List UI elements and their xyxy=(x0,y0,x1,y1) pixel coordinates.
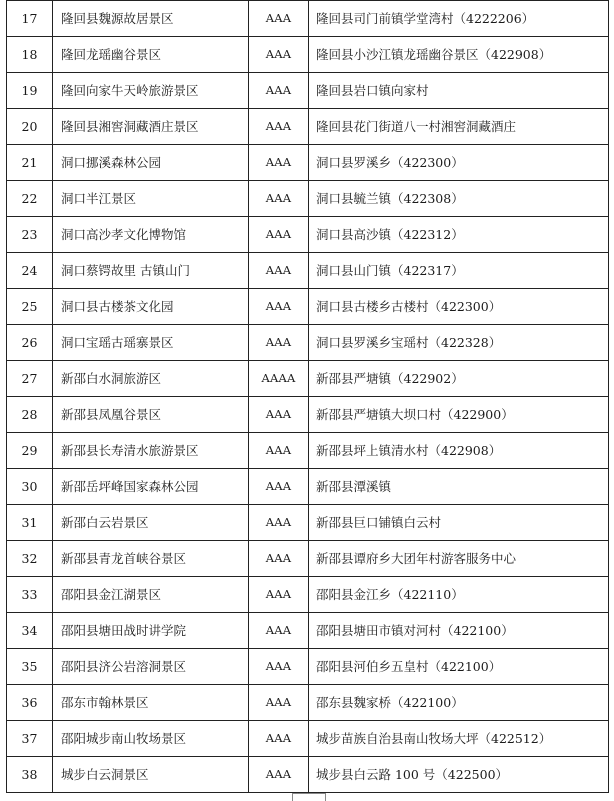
table-row xyxy=(7,1,609,37)
scenic-name-cell: 邵阳县金江湖景区 xyxy=(53,577,249,613)
row-number-cell: 17 xyxy=(7,1,53,37)
table-row xyxy=(7,757,609,793)
scenic-name-cell: 邵阳县塘田战时讲学院 xyxy=(53,613,249,649)
table-row xyxy=(7,109,609,145)
scenic-name-cell: 新邵县凤凰谷景区 xyxy=(53,397,249,433)
row-number-cell: 36 xyxy=(7,685,53,721)
table-row xyxy=(7,433,609,469)
address-cell: 新邵县谭府乡大团年村游客服务中心 xyxy=(309,541,609,577)
table-body xyxy=(7,1,609,793)
scenic-name-cell: 洞口高沙孝文化博物馆 xyxy=(53,217,249,253)
scenic-name-cell: 洞口挪溪森林公园 xyxy=(53,145,249,181)
rating-level-cell: AAA xyxy=(249,505,309,541)
address-cell: 城步苗族自治县南山牧场大坪（422512） xyxy=(309,721,609,757)
address-cell: 隆回县司门前镇学堂湾村（4222206） xyxy=(309,1,609,37)
table-row xyxy=(7,613,609,649)
address-cell: 邵东县魏家桥（422100） xyxy=(309,685,609,721)
scenic-spot-table xyxy=(6,0,609,793)
rating-level-cell: AAA xyxy=(249,613,309,649)
table-row xyxy=(7,397,609,433)
rating-level-cell: AAA xyxy=(249,217,309,253)
rating-level-cell: AAA xyxy=(249,73,309,109)
row-number-cell: 38 xyxy=(7,757,53,793)
address-cell: 洞口县罗溪乡宝瑶村（422328） xyxy=(309,325,609,361)
scenic-name-cell: 邵阳城步南山牧场景区 xyxy=(53,721,249,757)
address-cell: 新邵县严塘镇大坝口村（422900） xyxy=(309,397,609,433)
table-row xyxy=(7,253,609,289)
address-cell: 隆回县岩口镇向家村 xyxy=(309,73,609,109)
scenic-name-cell: 隆回龙瑶幽谷景区 xyxy=(53,37,249,73)
row-number-cell: 30 xyxy=(7,469,53,505)
scenic-name-cell: 邵阳县济公岩溶洞景区 xyxy=(53,649,249,685)
address-cell: 洞口县高沙镇（422312） xyxy=(309,217,609,253)
table-row xyxy=(7,325,609,361)
row-number-cell: 29 xyxy=(7,433,53,469)
row-number-cell: 22 xyxy=(7,181,53,217)
scenic-name-cell: 新邵岳坪峰国家森林公园 xyxy=(53,469,249,505)
scenic-name-cell: 洞口宝瑶古瑶寨景区 xyxy=(53,325,249,361)
scenic-name-cell: 城步白云洞景区 xyxy=(53,757,249,793)
table-row xyxy=(7,145,609,181)
scenic-name-cell: 新邵白水洞旅游区 xyxy=(53,361,249,397)
address-cell: 新邵县潭溪镇 xyxy=(309,469,609,505)
row-number-cell: 37 xyxy=(7,721,53,757)
table-row xyxy=(7,217,609,253)
address-cell: 邵阳县河伯乡五皇村（422100） xyxy=(309,649,609,685)
address-cell: 新邵县严塘镇（422902） xyxy=(309,361,609,397)
table-row xyxy=(7,361,609,397)
address-cell: 洞口县毓兰镇（422308） xyxy=(309,181,609,217)
row-number-cell: 20 xyxy=(7,109,53,145)
row-number-cell: 32 xyxy=(7,541,53,577)
rating-level-cell: AAA xyxy=(249,433,309,469)
address-cell: 隆回县花门街道八一村湘窖洞藏酒庄 xyxy=(309,109,609,145)
rating-level-cell: AAA xyxy=(249,325,309,361)
row-number-cell: 24 xyxy=(7,253,53,289)
scenic-name-cell: 洞口半江景区 xyxy=(53,181,249,217)
table-row xyxy=(7,469,609,505)
rating-level-cell: AAAA xyxy=(249,361,309,397)
table-row xyxy=(7,577,609,613)
address-cell: 邵阳县金江乡（422110） xyxy=(309,577,609,613)
scenic-name-cell: 隆回县魏源故居景区 xyxy=(53,1,249,37)
row-number-cell: 19 xyxy=(7,73,53,109)
row-number-cell: 33 xyxy=(7,577,53,613)
address-cell: 城步县白云路 100 号（422500） xyxy=(309,757,609,793)
scenic-name-cell: 新邵县长寿清水旅游景区 xyxy=(53,433,249,469)
row-number-cell: 23 xyxy=(7,217,53,253)
rating-level-cell: AAA xyxy=(249,253,309,289)
table-row xyxy=(7,685,609,721)
scenic-name-cell: 洞口县古楼茶文化园 xyxy=(53,289,249,325)
rating-level-cell: AAA xyxy=(249,109,309,145)
address-cell: 邵阳县塘田市镇对河村（422100） xyxy=(309,613,609,649)
row-number-cell: 21 xyxy=(7,145,53,181)
scenic-name-cell: 隆回县湘窖洞藏酒庄景区 xyxy=(53,109,249,145)
rating-level-cell: AAA xyxy=(249,649,309,685)
rating-level-cell: AAA xyxy=(249,577,309,613)
rating-level-cell: AAA xyxy=(249,397,309,433)
row-number-cell: 34 xyxy=(7,613,53,649)
rating-level-cell: AAA xyxy=(249,757,309,793)
table-row xyxy=(7,37,609,73)
table-row xyxy=(7,721,609,757)
scenic-name-cell: 新邵县青龙首峡谷景区 xyxy=(53,541,249,577)
row-number-cell: 35 xyxy=(7,649,53,685)
rating-level-cell: AAA xyxy=(249,1,309,37)
row-number-cell: 18 xyxy=(7,37,53,73)
row-number-cell: 31 xyxy=(7,505,53,541)
scenic-name-cell: 新邵白云岩景区 xyxy=(53,505,249,541)
address-cell: 隆回县小沙江镇龙瑶幽谷景区（422908） xyxy=(309,37,609,73)
scenic-name-cell: 洞口蔡锷故里 古镇山门 xyxy=(53,253,249,289)
table-row xyxy=(7,73,609,109)
row-number-cell: 27 xyxy=(7,361,53,397)
address-cell: 洞口县古楼乡古楼村（422300） xyxy=(309,289,609,325)
row-number-cell: 28 xyxy=(7,397,53,433)
rating-level-cell: AAA xyxy=(249,37,309,73)
rating-level-cell: AAA xyxy=(249,721,309,757)
rating-level-cell: AAA xyxy=(249,145,309,181)
address-cell: 新邵县坪上镇清水村（422908） xyxy=(309,433,609,469)
table-row xyxy=(7,541,609,577)
table-row xyxy=(7,289,609,325)
address-cell: 洞口县山门镇（422317） xyxy=(309,253,609,289)
table-row xyxy=(7,649,609,685)
rating-level-cell: AAA xyxy=(249,469,309,505)
address-cell: 新邵县巨口铺镇白云村 xyxy=(309,505,609,541)
row-number-cell: 26 xyxy=(7,325,53,361)
scenic-name-cell: 邵东市翰林景区 xyxy=(53,685,249,721)
rating-level-cell: AAA xyxy=(249,685,309,721)
scenic-name-cell: 隆回向家牛天岭旅游景区 xyxy=(53,73,249,109)
rating-level-cell: AAA xyxy=(249,289,309,325)
row-number-cell: 25 xyxy=(7,289,53,325)
address-cell: 洞口县罗溪乡（422300） xyxy=(309,145,609,181)
rating-level-cell: AAA xyxy=(249,181,309,217)
rating-level-cell: AAA xyxy=(249,541,309,577)
table-row xyxy=(7,181,609,217)
table-row xyxy=(7,505,609,541)
scenic-spot-list xyxy=(6,0,608,793)
